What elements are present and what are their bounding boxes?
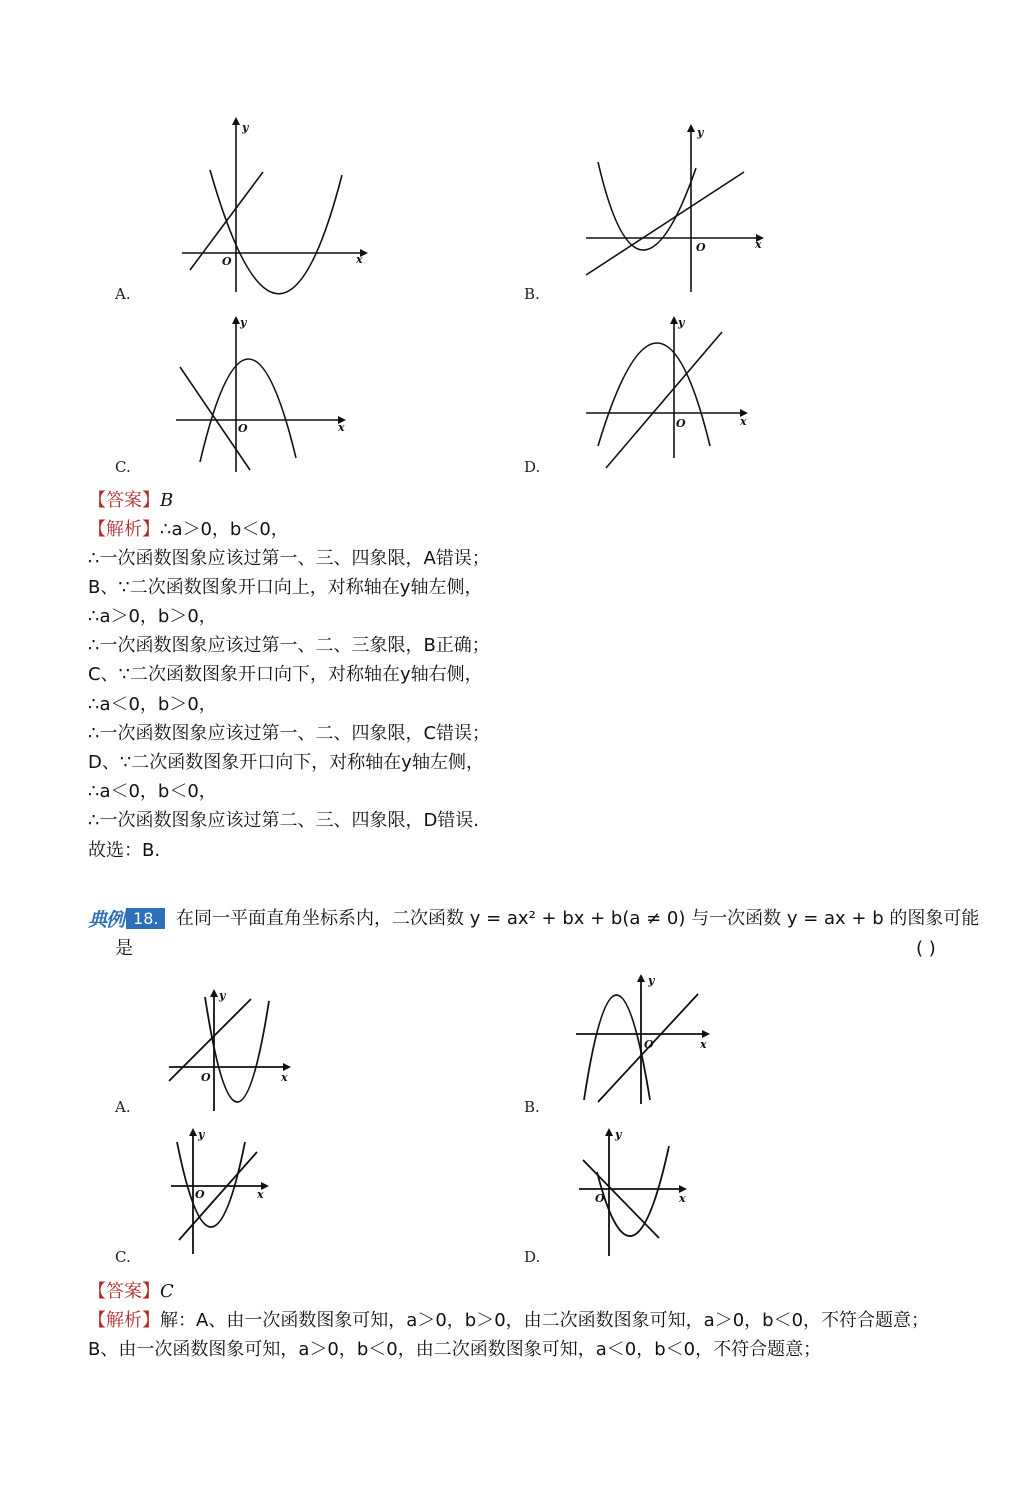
svg-text:O: O xyxy=(676,417,686,430)
svg-text:O: O xyxy=(238,422,248,435)
analysis-17-line: B、∵二次函数图象开口向上，对称轴在y轴左侧， xyxy=(88,577,483,598)
answer-blank: ( ) xyxy=(916,938,936,959)
option-label-17a: A. xyxy=(115,285,131,303)
answer-value: C xyxy=(160,1281,174,1302)
svg-text:y: y xyxy=(242,121,249,134)
answer-value: B xyxy=(160,490,174,511)
option-label-18b: B. xyxy=(524,1098,540,1116)
option-label-18d: D. xyxy=(524,1248,541,1266)
svg-text:x: x xyxy=(755,238,762,251)
svg-text:O: O xyxy=(595,1192,605,1205)
svg-text:O: O xyxy=(644,1038,654,1051)
analysis-18-line: B、由一次函数图象可知，a＞0，b＜0，由二次函数图象可知，a＜0，b＜0，不符合题意； xyxy=(88,1339,822,1360)
option-label-17d: D. xyxy=(524,458,541,476)
svg-text:x: x xyxy=(356,253,363,266)
graph-18d xyxy=(575,1122,695,1262)
analysis-17-line: ∴一次函数图象应该过第二、三、四象限，D错误. xyxy=(88,810,480,831)
analysis-17-line: ∴a＞0，b＞0， xyxy=(88,606,217,627)
svg-text:O: O xyxy=(195,1188,205,1201)
svg-text:x: x xyxy=(700,1038,707,1051)
svg-text:y: y xyxy=(678,316,685,329)
analysis-tag: 【解析】 xyxy=(88,1310,160,1331)
graph-17c xyxy=(170,312,355,477)
analysis-18-head xyxy=(88,1306,929,1335)
analysis-17-line: 故选：B. xyxy=(88,840,161,861)
graph-17b xyxy=(580,120,780,300)
svg-text:x: x xyxy=(679,1192,686,1205)
graph-18b xyxy=(572,970,722,1110)
analysis-17-line: C、∵二次函数图象开口向下，对称轴在y轴右侧， xyxy=(88,664,483,685)
svg-text:y: y xyxy=(648,974,655,987)
example-tag-script: 典例 xyxy=(88,908,125,931)
svg-text:O: O xyxy=(696,241,706,254)
graph-17a xyxy=(170,115,370,300)
svg-text:y: y xyxy=(198,1128,205,1141)
analysis-17-line: ∴一次函数图象应该过第一、二、三象限，B正确； xyxy=(88,635,490,656)
analysis-first: ∴a＞0，b＜0， xyxy=(160,519,289,540)
svg-text:x: x xyxy=(338,421,345,434)
graph-17d xyxy=(582,312,767,477)
analysis-17-line: ∴一次函数图象应该过第一、三、四象限，A错误； xyxy=(88,548,490,569)
answer-18 xyxy=(88,1277,174,1306)
analysis-17-line: ∴a＜0，b＜0， xyxy=(88,781,217,802)
analysis-tag: 【解析】 xyxy=(88,519,160,540)
svg-text:x: x xyxy=(740,415,747,428)
example-tag xyxy=(88,906,165,930)
example-tag-number: 18. xyxy=(126,908,165,929)
question-18-line1: 在同一平面直角坐标系内，二次函数 y = ax² + bx + b(a ≠ 0) 与一次函数 y = ax + b 的图象可能 xyxy=(176,908,980,929)
analysis-17-line: D、∵二次函数图象开口向下，对称轴在y轴左侧， xyxy=(88,752,484,773)
analysis-17-line: ∴a＜0，b＞0， xyxy=(88,694,217,715)
svg-text:x: x xyxy=(281,1071,288,1084)
svg-text:O: O xyxy=(222,255,232,268)
graph-18c xyxy=(165,1122,285,1257)
answer-tag: 【答案】 xyxy=(88,1281,160,1302)
analysis-17-line: ∴一次函数图象应该过第一、二、四象限，C错误； xyxy=(88,723,491,744)
option-label-18c: C. xyxy=(115,1248,131,1266)
answer-tag: 【答案】 xyxy=(88,490,160,511)
analysis-first: 解：A、由一次函数图象可知，a＞0，b＞0，由二次函数图象可知，a＞0，b＜0，不符合题意； xyxy=(160,1310,930,1331)
svg-text:x: x xyxy=(257,1188,264,1201)
graph-18a xyxy=(165,985,300,1115)
question-18-line2: 是 xyxy=(115,938,133,959)
option-label-17b: B. xyxy=(524,285,540,303)
option-label-18a: A. xyxy=(115,1098,131,1116)
analysis-17-head xyxy=(88,515,289,544)
svg-text:y: y xyxy=(697,126,704,139)
svg-text:O: O xyxy=(201,1071,211,1084)
svg-text:y: y xyxy=(219,989,226,1002)
svg-text:y: y xyxy=(240,316,247,329)
svg-text:y: y xyxy=(615,1128,622,1141)
answer-17 xyxy=(88,486,173,515)
option-label-17c: C. xyxy=(115,458,131,476)
